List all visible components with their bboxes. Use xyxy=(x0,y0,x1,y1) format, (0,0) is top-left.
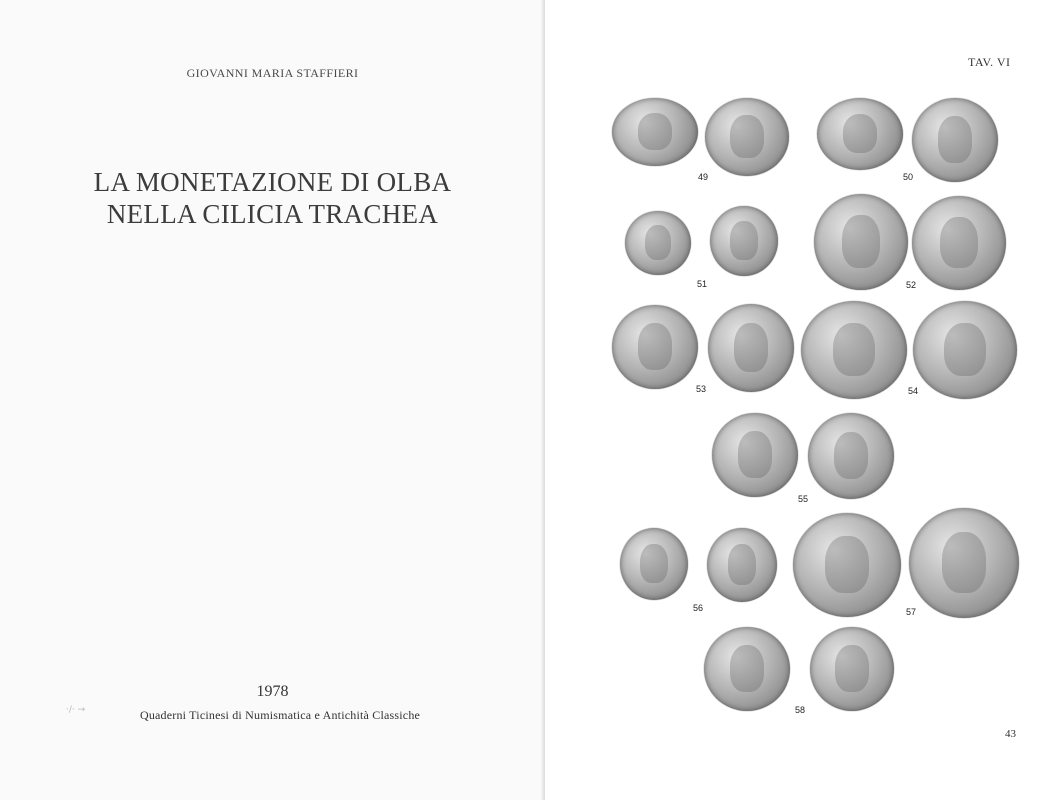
coin-image xyxy=(909,508,1019,618)
coin-number-54: 54 xyxy=(908,386,919,396)
book-title-line-1: LA MONETAZIONE DI OLBA xyxy=(93,167,452,197)
coin-number-56: 56 xyxy=(693,603,704,613)
coin-image xyxy=(704,627,790,711)
pencil-annotation: ·/· → xyxy=(66,705,86,715)
coin-number-51: 51 xyxy=(697,279,708,289)
page-number: 43 xyxy=(1005,728,1016,740)
plate-label: TAV. VI xyxy=(968,55,1011,69)
coin-image xyxy=(810,627,894,711)
coin-number-53: 53 xyxy=(696,384,707,394)
book-title xyxy=(0,166,545,230)
coin-image xyxy=(912,196,1006,290)
coin-image xyxy=(712,413,798,497)
coin-number-50: 50 xyxy=(903,172,914,182)
coin-image xyxy=(612,305,698,389)
coin-image xyxy=(612,98,698,166)
coin-number-57: 57 xyxy=(906,607,917,617)
publication-year: 1978 xyxy=(256,683,289,700)
coin-image xyxy=(710,206,778,276)
author-name: GIOVANNI MARIA STAFFIERI xyxy=(186,66,359,80)
coin-image xyxy=(620,528,688,600)
coin-number-55: 55 xyxy=(798,494,809,504)
coin-image xyxy=(913,301,1017,399)
coin-image xyxy=(793,513,901,617)
coin-image xyxy=(814,194,908,290)
coin-image xyxy=(625,211,691,275)
coin-image xyxy=(808,413,894,499)
coin-number-52: 52 xyxy=(906,280,917,290)
coin-image xyxy=(705,98,789,176)
coin-image xyxy=(817,98,903,170)
coin-image xyxy=(801,301,907,399)
coin-number-58: 58 xyxy=(795,705,806,715)
coin-image xyxy=(708,304,794,392)
series-name: Quaderni Ticinesi di Numismatica e Antichità Classiche xyxy=(139,708,421,722)
coin-number-49: 49 xyxy=(698,172,709,182)
book-title-line-2: NELLA CILICIA TRACHEA xyxy=(106,199,439,229)
coin-image xyxy=(912,98,998,182)
coin-image xyxy=(707,528,777,602)
